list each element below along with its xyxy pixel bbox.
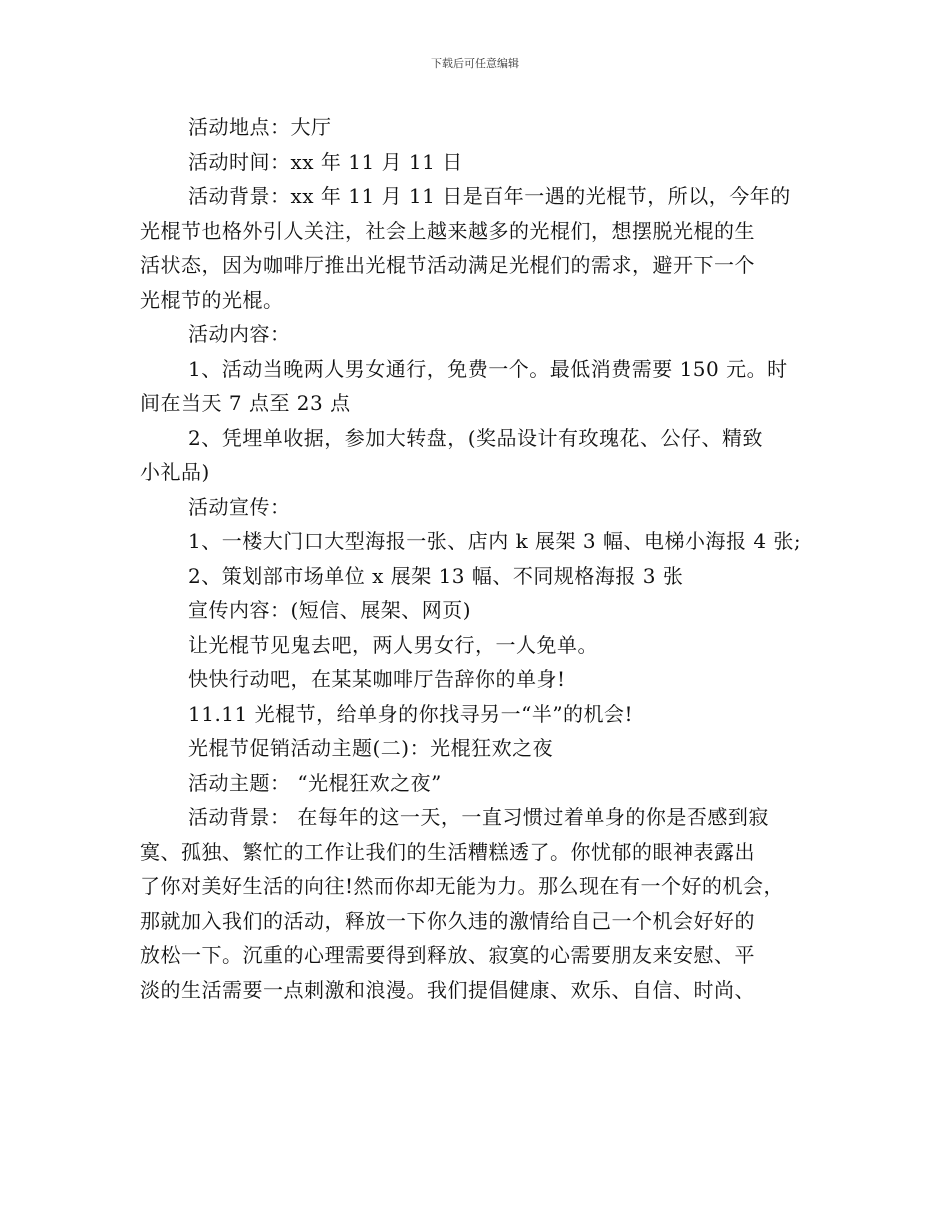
text-line: 活动宣传： bbox=[188, 494, 291, 519]
text-line: 11.11 光棍节，给单身的你找寻另一“半”的机会! bbox=[188, 701, 634, 726]
text-line: 寞、孤独、繁忙的工作让我们的生活糟糕透了。你忧郁的眼神表露出 bbox=[140, 839, 755, 864]
document-body bbox=[140, 110, 820, 1007]
text-line: 那就加入我们的活动，释放一下你久违的激情给自己一个机会好好的 bbox=[140, 908, 755, 933]
text-line: 2、策划部市场单位 x 展架 13 幅、不同规格海报 3 张 bbox=[188, 563, 684, 588]
text-line: 活动背景： 在每年的这一天，一直习惯过着单身的你是否感到寂 bbox=[188, 805, 769, 829]
text-line: 光棍节促销活动主题(二)：光棍狂欢之夜 bbox=[188, 736, 554, 760]
text-line: 活动主题： “光棍狂欢之夜” bbox=[188, 770, 442, 795]
page-header-note: 下载后可任意编辑 bbox=[431, 57, 519, 70]
text-line: 活动时间：xx 年 11 月 11 日 bbox=[188, 149, 463, 174]
text-line: 1、一楼大门口大型海报一张、店内 k 展架 3 幅、电梯小海报 4 张; bbox=[188, 529, 802, 553]
text-line: 活动地点：大厅 bbox=[188, 115, 332, 139]
text-line: 活动背景：xx 年 11 月 11 日是百年一遇的光棍节，所以，今年的 bbox=[188, 184, 791, 208]
text-line: 小礼品) bbox=[140, 460, 210, 484]
text-line: 宣传内容：(短信、展架、网页) bbox=[188, 598, 472, 622]
text-line: 放松一下。沉重的心理需要得到释放、寂寞的心需要朋友来安慰、平 bbox=[140, 943, 755, 967]
text-line: 间在当天 7 点至 23 点 bbox=[140, 391, 351, 415]
text-line: 让光棍节见鬼去吧，两人男女行，一人免单。 bbox=[188, 632, 598, 657]
text-line: 2、凭埋单收据，参加大转盘，(奖品设计有玫瑰花、公仔、精致 bbox=[188, 425, 764, 450]
text-line: 淡的生活需要一点刺激和浪漫。我们提倡健康、欢乐、自信、时尚、 bbox=[140, 977, 755, 1002]
text-line: 了你对美好生活的向往!然而你却无能为力。那么现在有一个好的机会， bbox=[140, 874, 785, 898]
text-line: 1、活动当晚两人男女通行，免费一个。最低消费需要 150 元。时 bbox=[188, 356, 788, 381]
text-line: 活动内容： bbox=[188, 322, 291, 346]
text-line: 快快行动吧，在某某咖啡厅告辞你的单身! bbox=[188, 667, 566, 691]
text-line: 光棍节也格外引人关注，社会上越来越多的光棍们，想摆脱光棍的生 bbox=[140, 218, 755, 243]
text-line: 活状态，因为咖啡厅推出光棍节活动满足光棍们的需求，避开下一个 bbox=[140, 253, 755, 277]
text-line: 光棍节的光棍。 bbox=[140, 287, 284, 312]
